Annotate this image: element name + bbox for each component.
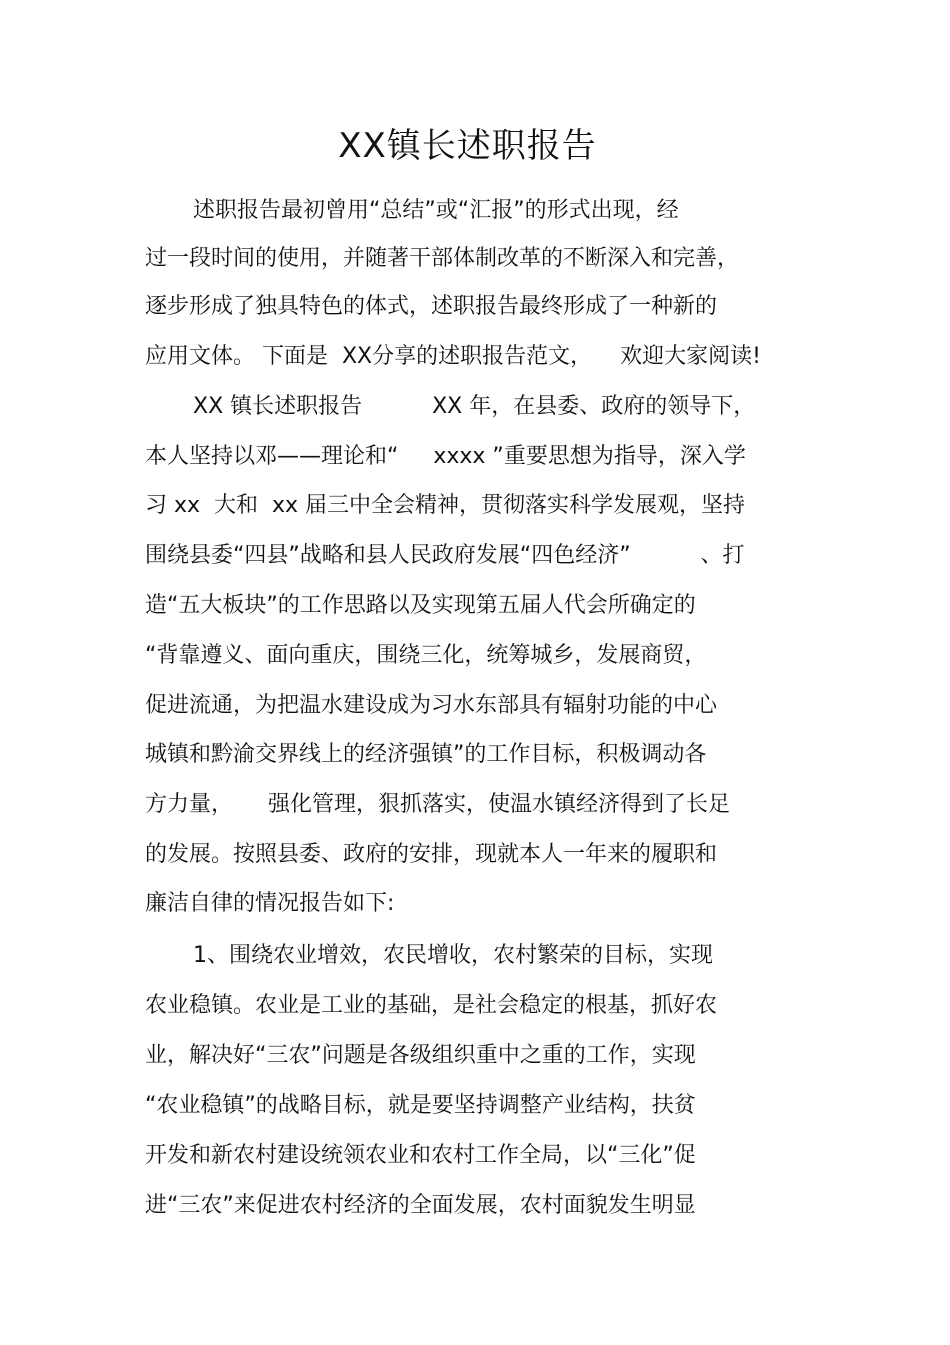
paragraph-line: 造“五大板块”的工作思路以及实现第五届人代会所确定的 — [145, 593, 696, 618]
paragraph-line: 促进流通，为把温水建设成为习水东部具有辐射功能的中心 — [145, 693, 718, 718]
paragraph-line: 围绕县委“四县”战略和县人民政府发展“四色经济” 、打 — [145, 543, 745, 568]
paragraph-line: 本人坚持以邓——理论和“ xxxx ”重要思想为指导，深入学 — [145, 444, 746, 469]
paragraph-line: 1、围绕农业增效，农民增收，农村繁荣的目标，实现 — [193, 943, 713, 968]
document-title: XX镇长述职报告 — [338, 126, 597, 166]
paragraph-line: 进“三农”来促进农村经济的全面发展，农村面貌发生明显 — [145, 1193, 696, 1218]
paragraph-line: 城镇和黔渝交界线上的经济强镇”的工作目标，积极调动各 — [145, 742, 707, 767]
paragraph-line: 开发和新农村建设统领农业和农村工作全局，以“三化”促 — [145, 1143, 696, 1168]
paragraph-line: 农业稳镇。农业是工业的基础，是社会稳定的根基，抓好农 — [145, 993, 718, 1018]
paragraph-line: 过一段时间的使用，并随著干部体制改革的不断深入和完善， — [145, 246, 740, 271]
paragraph-line: 业，解决好“三农”问题是各级组织重中之重的工作，实现 — [145, 1043, 696, 1068]
paragraph-line: 的发展。按照县委、政府的安排，现就本人一年来的履职和 — [145, 842, 718, 867]
paragraph-line: “农业稳镇”的战略目标，就是要坚持调整产业结构，扶贫 — [145, 1093, 696, 1118]
paragraph-line: 习 xx 大和 xx 届三中全会精神，贯彻落实科学发展观，坚持 — [145, 493, 746, 518]
paragraph-line: 应用文体。 下面是 XX分享的述职报告范文， 欢迎大家阅读! — [145, 344, 761, 369]
paragraph-line: 廉洁自律的情况报告如下: — [145, 891, 395, 916]
paragraph-line: 方力量， 强化管理，狠抓落实，使温水镇经济得到了长足 — [145, 792, 730, 817]
paragraph-line: 逐步形成了独具特色的体式，述职报告最终形成了一种新的 — [145, 294, 718, 319]
paragraph-line: XX 镇长述职报告 XX 年，在县委、政府的领导下， — [193, 394, 756, 419]
paragraph-line: 述职报告最初曾用“总结”或“汇报”的形式出现，经 — [193, 198, 679, 223]
paragraph-line: “背靠遵义、面向重庆，围绕三化，统筹城乡，发展商贸， — [145, 643, 707, 668]
